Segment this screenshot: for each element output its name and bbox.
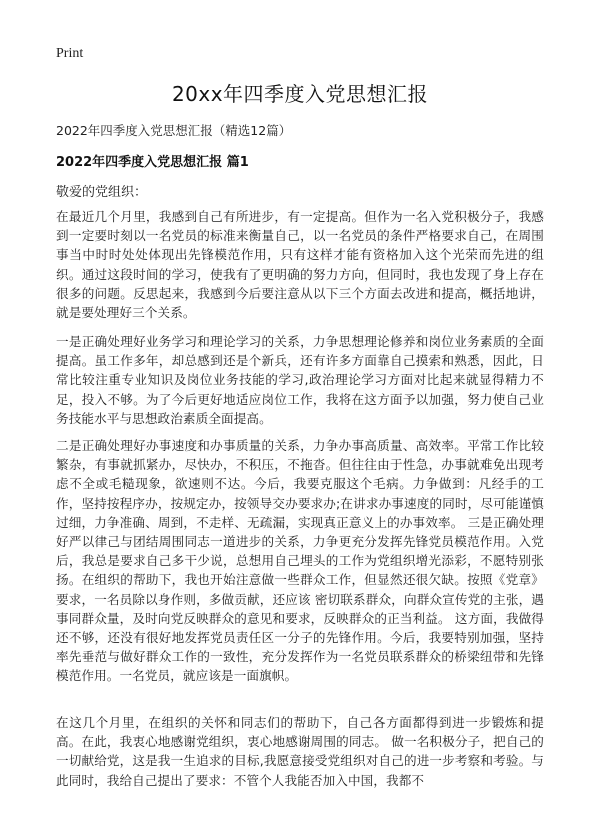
print-link[interactable]: Print [56,46,84,61]
document-subtitle: 2022年四季度入党思想汇报（精选12篇） [56,123,292,138]
paragraph-4: 在这几个月里，在组织的关怀和同志们的帮助下，自己各方面都得到进一步锻炼和提高。在此，我衷心地感谢党组织，衷心地感谢周围的同志。 做一名积极分子，把自己的一切献给党，这是我一生追求的目标,我愿意接受党组织对自己的进一步考察和考验。与此同时，我给自己提出了要求：不管个人我能否加入中国，我都不 [56,715,544,788]
paragraph-1: 在最近几个月里，我感到自己有所进步，有一定提高。但作为一名入党积极分子，我感到一定要时刻以一名党员的标准来衡量自己，以一名党员的条件严格要求自己，在周围事当中时时处处体现出先锋模范作用，只有这样才能有资格加入这个光荣而先进的组织。通过这段时间的学习，使我有了更明确的努力方向，但同时，我也发现了身上存在很多的问题。反思起来，我感到今后要注意从以下三个方面去改进和提高，概括地讲，就是要处理好三个关系。 [56,209,544,321]
page-title: 20xx年四季度入党思想汇报 [171,82,429,106]
paragraph-3: 二是正确处理好办事速度和办事质量的关系，力争办事高质量、高效率。平常工作比较繁杂，有事就抓紧办，尽快办，不积压，不拖沓。但往往由于性急，办事就难免出现考虑不全或毛糙现象，欲速则不达。今后，我要克服这个毛病。力争做到：凡经手的工作，坚持按程序办，按规定办，按领导交办要求办;在讲求办事速度的同时，尽可能谨慎过细，力争准确、周到，不走样、无疏漏，实现真正意义上的办事效率。 三是正确处理好严以律己与团结周围同志一道进步的关系，力争更充分发挥先锋党员模范作用。入党后，我总是要求自己多干少说，总想用自己埋头的工作为党组织增光添彩，不愿特别张扬。在组织的帮助下，我也开始注意做一些群众工作，但显然还很欠缺。按照《党章》要求，一名员除以身作则，多做贡献，还应该 密切联系群众，向群众宣传党的主张，遇事同群众量，及时向党反映群众的意见和要求，反映群众的正当利益。 这方面，我做得还不够，还没有很好地发挥党员责任区一分子的先锋作用。今后，我要特别加强，坚持率先垂范与做好群众工作的一致性，充分发挥作为一名党员联系群众的桥梁纽带和先锋模范作用。一名党员，就应该是一面旗帜。 [56,438,544,684]
section-heading: 2022年四季度入党思想汇报 篇1 [56,155,249,170]
salutation: 敬爱的党组织： [56,185,148,200]
paragraph-2: 一是正确处理好业务学习和理论学习的关系，力争思想理论修养和岗位业务素质的全面提高。虽工作多年，却总感到还是个新兵，还有许多方面靠自己摸索和熟悉，因此，日常比较注重专业知识及岗位业务技能的学习,政治理论学习方面对比起来就显得精力不足，投入不够。为了今后更好地适应岗位工作，我将在这方面予以加强，努力使自己业务技能水平与思想政治素质全面提高。 [56,334,544,426]
